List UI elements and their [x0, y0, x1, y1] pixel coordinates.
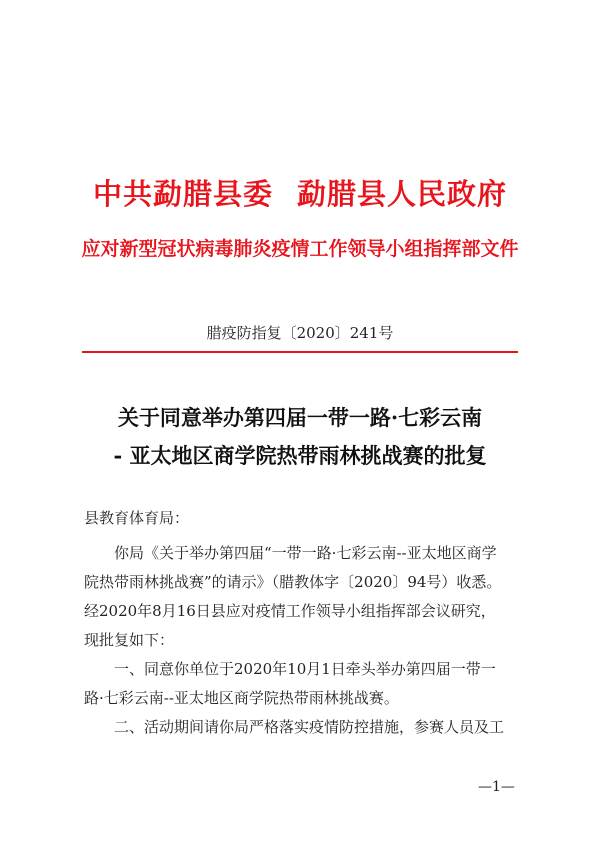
document-title-line-1: 关于同意举办第四届一带一路·七彩云南	[117, 405, 483, 430]
body-line: 院热带雨林挑战赛”的请示》（腊教体字〔2020〕94号）收悉。	[84, 573, 502, 591]
issuer-subheading: 应对新型冠状病毒肺炎疫情工作领导小组指挥部文件	[81, 238, 519, 260]
document-number: 腊疫防指复〔2020〕241号	[206, 324, 394, 342]
body-line: 二、活动期间请你局严格落实疫情防控措施，参赛人员及工	[114, 718, 505, 736]
body-line: 经2020年8月16日县应对疫情工作领导小组指挥部会议研究，	[84, 602, 496, 620]
document-title-line-2: - 亚太地区商学院热带雨林挑战赛的批复	[113, 443, 487, 468]
body-line: 你局《关于举办第四届“一带一路·七彩云南--亚太地区商学	[114, 544, 497, 562]
red-divider-line	[82, 351, 518, 353]
issuer-party-committee: 中共勐腊县委	[92, 177, 273, 211]
addressee: 县教育体育局：	[84, 509, 190, 527]
issuer-county-government: 勐腊县人民政府	[297, 177, 508, 211]
page-number: —1—	[478, 779, 515, 795]
body-line: 现批复如下：	[84, 631, 175, 649]
body-line: 一、同意你单位于2020年10月1日牵头举办第四届一带一	[114, 660, 496, 678]
issuer-heading	[0, 172, 600, 213]
body-line: 路·七彩云南--亚太地区商学院热带雨林挑战赛。	[84, 689, 399, 707]
